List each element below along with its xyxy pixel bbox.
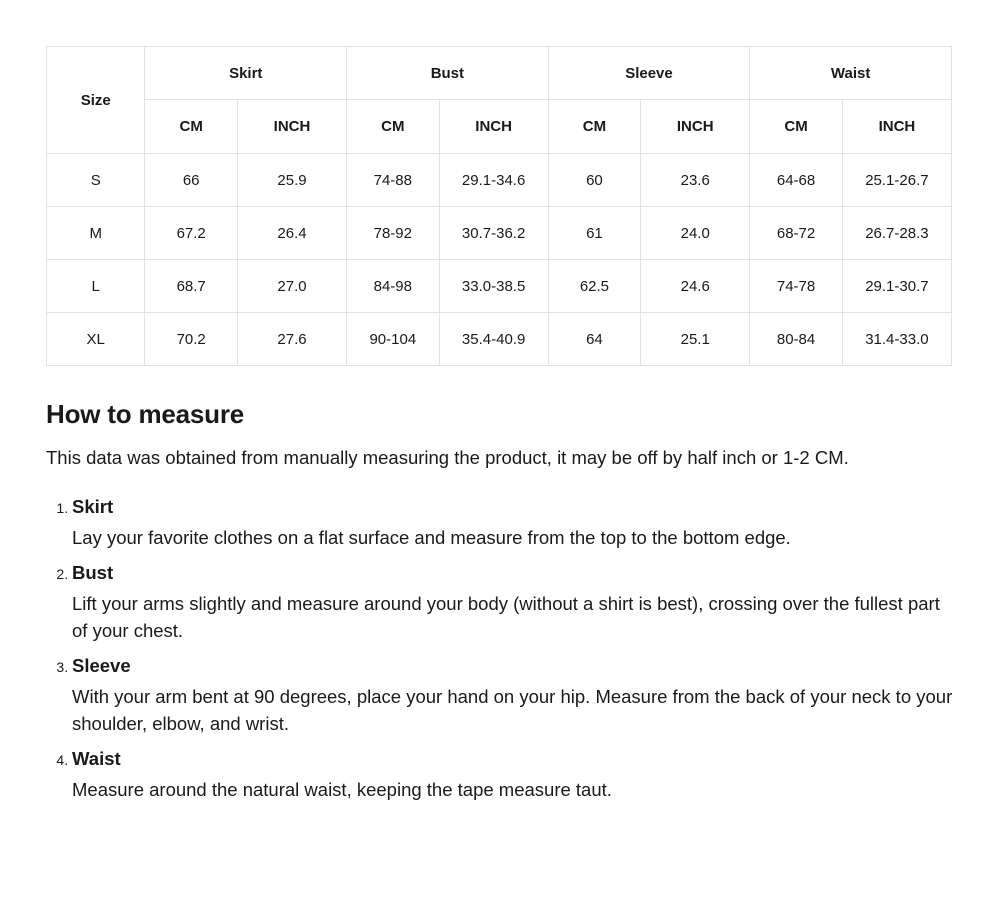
step-body: With your arm bent at 90 degrees, place your hand on your hip. Measure from the back of your neck to your shoulder, elbow, and wrist. <box>72 686 953 734</box>
header-group-sleeve: Sleeve <box>548 47 750 100</box>
cell-value: 90-104 <box>347 313 440 366</box>
step-title: 3. Sleeve <box>72 655 131 676</box>
header-group-bust: Bust <box>347 47 549 100</box>
step-title: 4. Waist <box>72 748 121 769</box>
header-group-waist: Waist <box>750 47 952 100</box>
step-body: Measure around the natural waist, keeping the tape measure taut. <box>72 779 612 800</box>
cell-value: 25.9 <box>237 154 346 207</box>
cell-size: L <box>47 260 145 313</box>
table-header-units <box>47 100 952 154</box>
table-row <box>47 154 952 207</box>
cell-value: 67.2 <box>145 207 238 260</box>
header-unit-sleeve-inch: INCH <box>641 100 750 154</box>
cell-value: 25.1-26.7 <box>842 154 951 207</box>
list-item <box>72 747 954 803</box>
cell-size: S <box>47 154 145 207</box>
step-body: Lift your arms slightly and measure around your body (without a shirt is best), crossing over the fullest part of your chest. <box>72 593 940 641</box>
list-item <box>72 561 954 644</box>
cell-value: 74-78 <box>750 260 843 313</box>
step-title: 1. Skirt <box>72 496 114 517</box>
cell-value: 84-98 <box>347 260 440 313</box>
cell-value: 29.1-34.6 <box>439 154 548 207</box>
cell-value: 68.7 <box>145 260 238 313</box>
header-group-skirt: Skirt <box>145 47 347 100</box>
cell-value: 24.6 <box>641 260 750 313</box>
cell-value: 30.7-36.2 <box>439 207 548 260</box>
cell-value: 60 <box>548 154 641 207</box>
list-item <box>72 654 954 737</box>
cell-value: 26.4 <box>237 207 346 260</box>
header-unit-waist-inch: INCH <box>842 100 951 154</box>
table-row <box>47 313 952 366</box>
table-row <box>47 207 952 260</box>
cell-size: XL <box>47 313 145 366</box>
header-size: Size <box>47 47 145 154</box>
cell-value: 24.0 <box>641 207 750 260</box>
cell-value: 27.0 <box>237 260 346 313</box>
cell-value: 68-72 <box>750 207 843 260</box>
measure-steps-list <box>46 495 954 803</box>
cell-value: 62.5 <box>548 260 641 313</box>
header-unit-skirt-inch: INCH <box>237 100 346 154</box>
cell-value: 80-84 <box>750 313 843 366</box>
cell-value: 78-92 <box>347 207 440 260</box>
cell-value: 23.6 <box>641 154 750 207</box>
how-to-measure-title: How to measure <box>46 399 245 429</box>
cell-value: 74-88 <box>347 154 440 207</box>
cell-value: 35.4-40.9 <box>439 313 548 366</box>
list-item <box>72 495 954 551</box>
step-title: 2. Bust <box>72 562 114 583</box>
table-row <box>47 260 952 313</box>
cell-value: 70.2 <box>145 313 238 366</box>
cell-value: 64-68 <box>750 154 843 207</box>
table-header-groups <box>47 47 952 100</box>
cell-value: 27.6 <box>237 313 346 366</box>
cell-value: 31.4-33.0 <box>842 313 951 366</box>
how-to-measure-intro: This data was obtained from manually measuring the product, it may be off by half inch or 1-2 CM. <box>46 447 849 468</box>
header-unit-sleeve-cm: CM <box>548 100 641 154</box>
size-chart-table <box>46 46 952 366</box>
cell-value: 26.7-28.3 <box>842 207 951 260</box>
header-unit-bust-inch: INCH <box>439 100 548 154</box>
header-unit-waist-cm: CM <box>750 100 843 154</box>
header-unit-skirt-cm: CM <box>145 100 238 154</box>
cell-value: 33.0-38.5 <box>439 260 548 313</box>
cell-value: 25.1 <box>641 313 750 366</box>
cell-value: 61 <box>548 207 641 260</box>
cell-size: M <box>47 207 145 260</box>
cell-value: 64 <box>548 313 641 366</box>
cell-value: 29.1-30.7 <box>842 260 951 313</box>
cell-value: 66 <box>145 154 238 207</box>
header-unit-bust-cm: CM <box>347 100 440 154</box>
step-body: Lay your favorite clothes on a flat surface and measure from the top to the bottom edge. <box>72 527 791 548</box>
